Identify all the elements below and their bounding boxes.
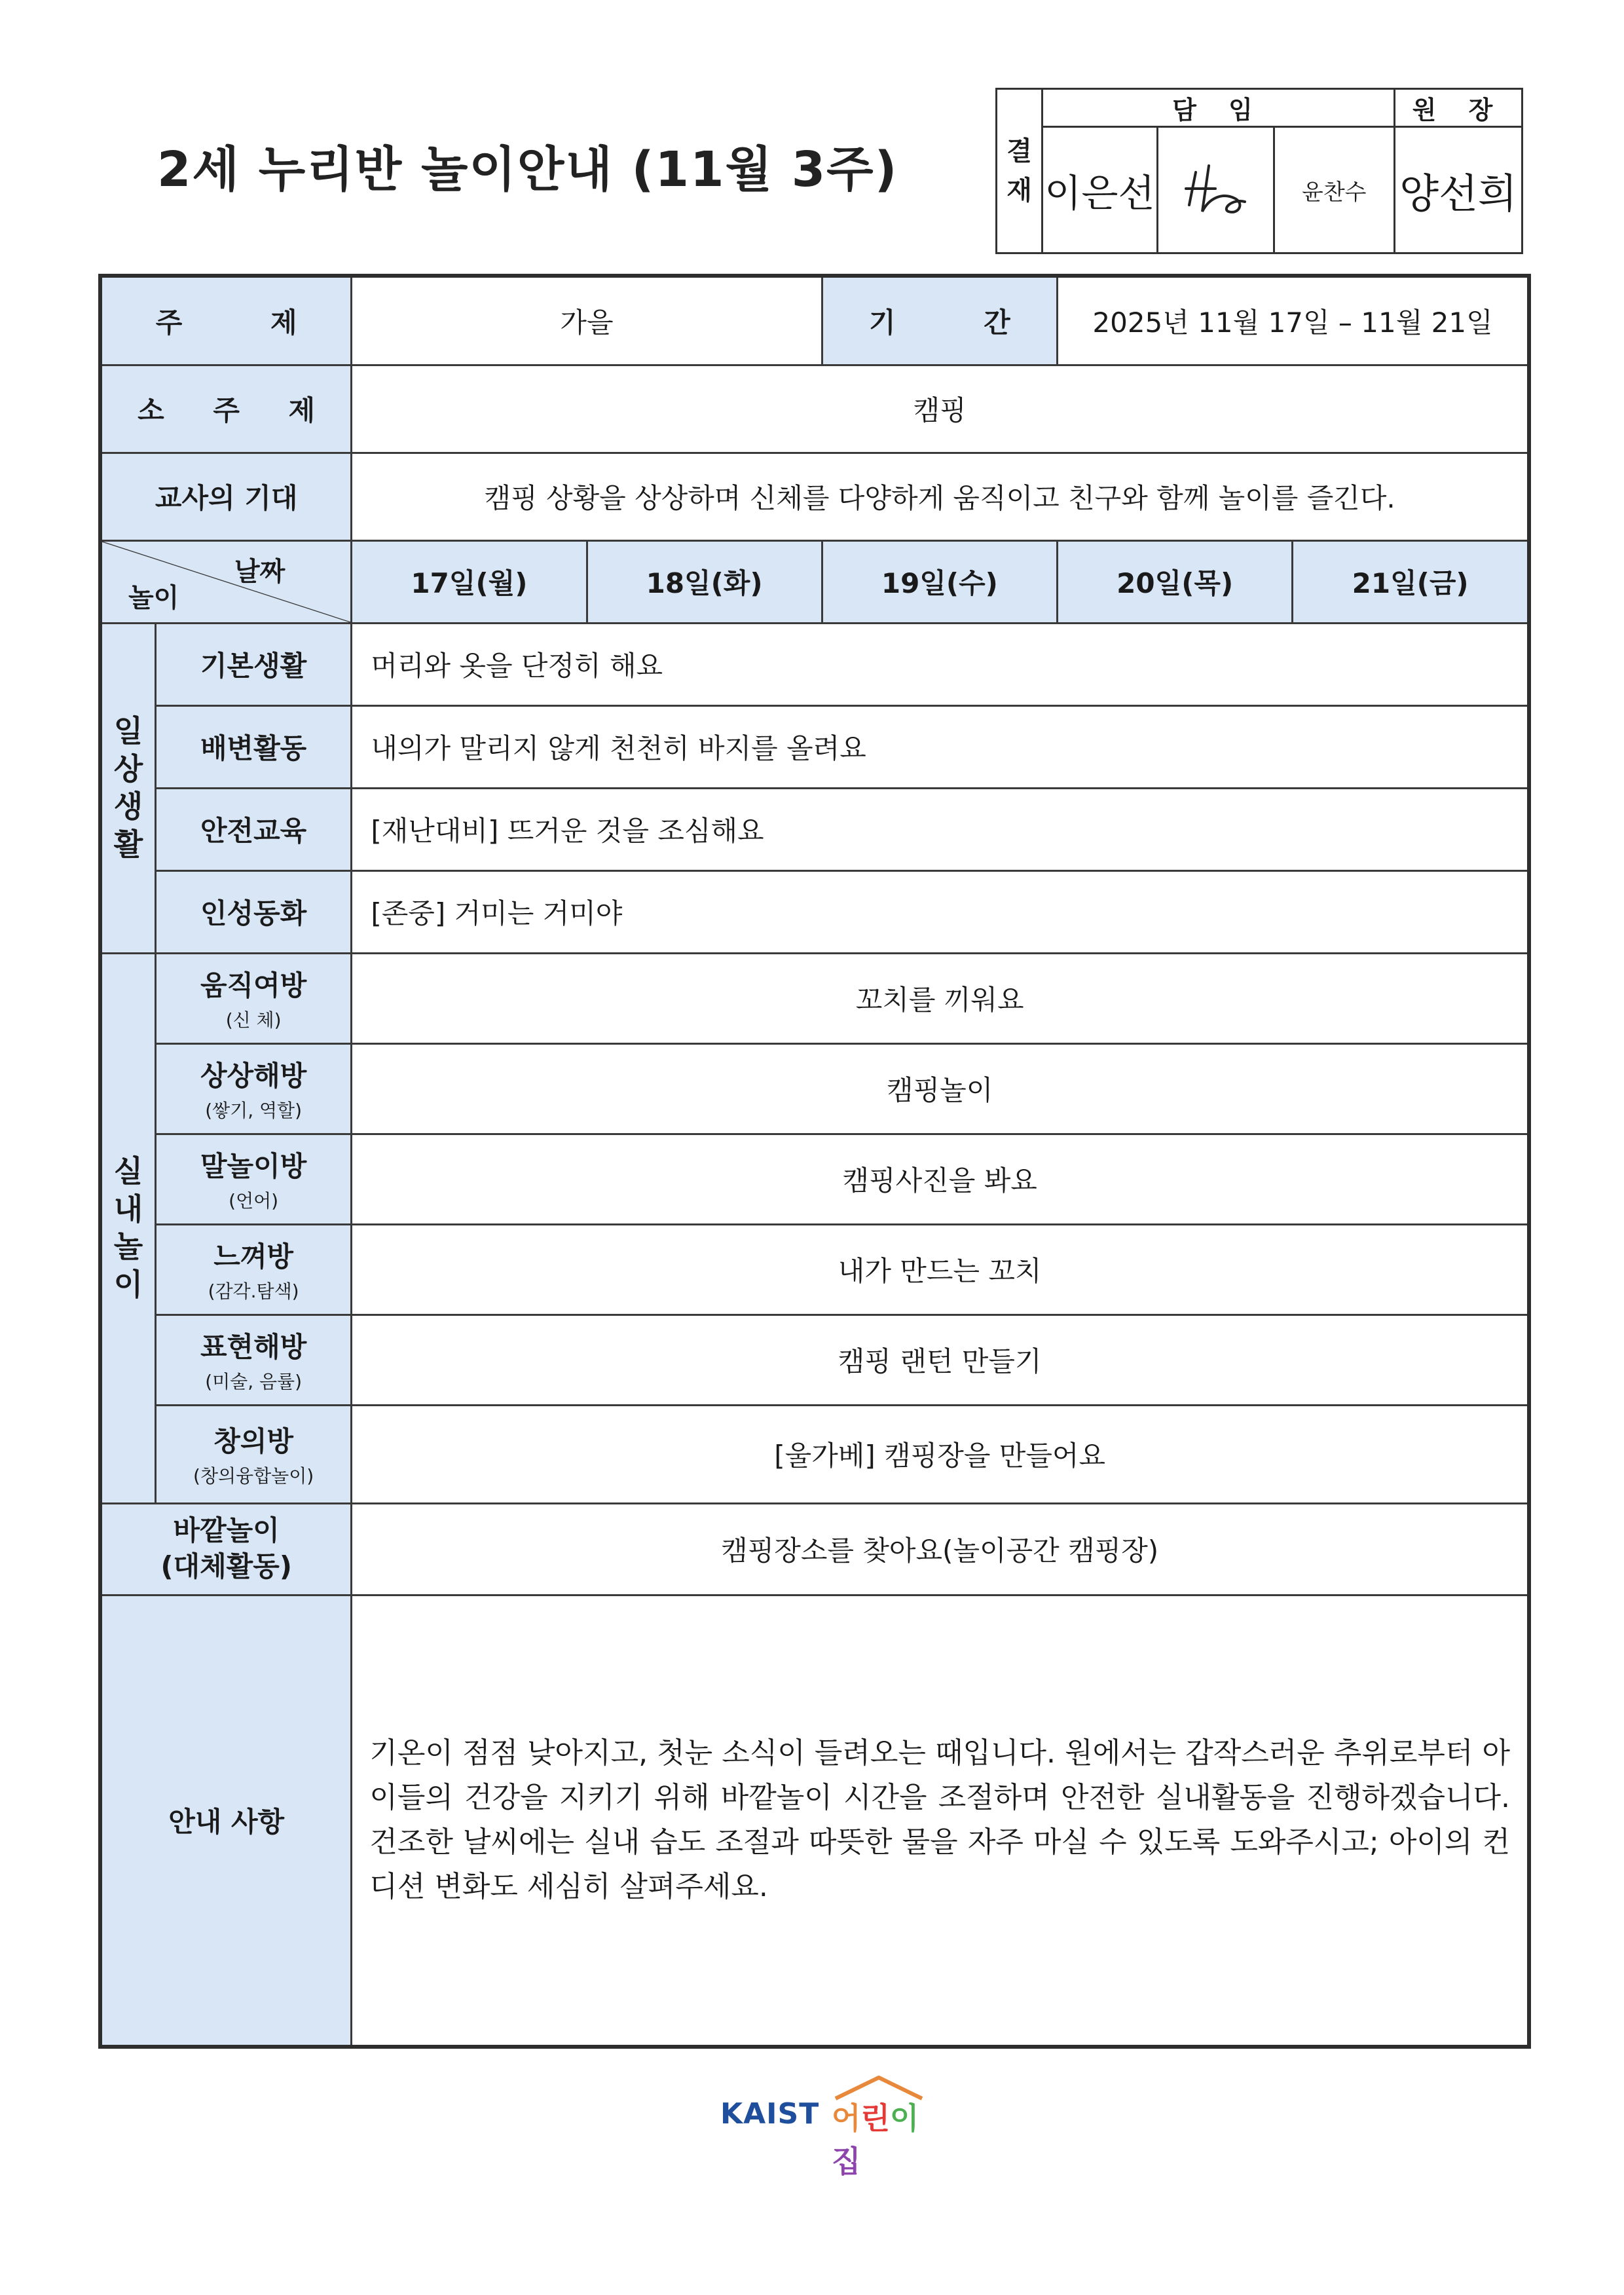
date-label: 날짜 (234, 556, 286, 587)
head-teacher-header: 담 임 (1043, 89, 1395, 127)
approval-label: 결 재 (997, 89, 1043, 253)
indoor-row-label: 창의방 (창의융합놀이) (155, 1405, 351, 1503)
page-title: 2세 누리반 놀이안내 (11월 3주) (157, 141, 898, 198)
daily-life-group-label: 일 상 생 활 (100, 623, 155, 953)
daily-life-row-content: 머리와 옷을 단정히 해요 (352, 623, 1529, 705)
daily-life-row-label: 안전교육 (155, 788, 351, 870)
indoor-row-label: 말놀이방 (언어) (155, 1134, 351, 1224)
logo-korean-text: 어린이집 (832, 2100, 919, 2179)
daily-life-row-label: 배변활동 (155, 705, 351, 788)
indoor-row-content: 내가 만드는 꼬치 (352, 1224, 1529, 1315)
theme-label: 주 제 (100, 276, 352, 365)
signature-4: 양선희 (1394, 127, 1522, 253)
daily-life-row-content: [재난대비] 뜨거운 것을 조심해요 (352, 788, 1529, 870)
notice-content: 기온이 점점 낮아지고, 첫눈 소식이 들려오는 때입니다. 원에서는 갑작스러운 추위로부터 아이들의 건강을 지키기 위해 바깥놀이 시간을 조절하며 안전한 실내활동을 진행하겠습니다. 건조한 날씨에는 실내 습도 조절과 따뜻한 물을 자주 마실 수 있도록 도와주시고; 아이의 컨디션 변화도 세심히 살펴주세요. (352, 1595, 1529, 2047)
period-value: 2025년 11월 17일 – 11월 21일 (1058, 276, 1529, 365)
approval-box (995, 88, 1523, 254)
day-header: 19일(수) (822, 540, 1057, 623)
period-label: 기 간 (822, 276, 1057, 365)
indoor-row-label: 상상해방 (쌓기, 역할) (155, 1043, 351, 1134)
daily-life-row-label: 인성동화 (155, 870, 351, 953)
play-plan-table (98, 274, 1531, 2049)
day-header: 21일(금) (1293, 540, 1529, 623)
indoor-row-label: 느껴방 (감각.탐색) (155, 1224, 351, 1315)
signature-1: 이은선 (1043, 127, 1157, 253)
indoor-row-content: 꼬치를 끼워요 (352, 953, 1529, 1043)
subtheme-value: 캠핑 (352, 365, 1529, 453)
indoor-row-content: 캠핑사진을 봐요 (352, 1134, 1529, 1224)
logo-kaist-text: KAIST (720, 2097, 820, 2131)
kaist-daycare-logo (720, 2075, 930, 2179)
date-play-header (100, 540, 352, 623)
day-header: 17일(월) (352, 540, 587, 623)
daily-life-row-content: [존중] 거미는 거미야 (352, 870, 1529, 953)
daily-life-row-label: 기본생활 (155, 623, 351, 705)
daily-life-row-content: 내의가 말리지 않게 천천히 바지를 올려요 (352, 705, 1529, 788)
indoor-row-content: [울가베] 캠핑장을 만들어요 (352, 1405, 1529, 1503)
play-label: 놀이 (128, 582, 179, 613)
director-header: 원 장 (1394, 89, 1522, 127)
signature-2 (1157, 127, 1274, 253)
indoor-row-content: 캠핑놀이 (352, 1043, 1529, 1134)
day-header: 20일(목) (1058, 540, 1293, 623)
subtheme-label: 소 주 제 (100, 365, 352, 453)
outdoor-label: 바깥놀이 (대체활동) (100, 1503, 352, 1595)
theme-value: 가을 (352, 276, 822, 365)
indoor-row-label: 움직여방 (신 체) (155, 953, 351, 1043)
indoor-row-label: 표현해방 (미술, 음률) (155, 1315, 351, 1405)
expectation-value: 캠핑 상황을 상상하며 신체를 다양하게 움직이고 친구와 함께 놀이를 즐긴다. (352, 453, 1529, 540)
handwritten-signature (1170, 153, 1261, 225)
indoor-play-group-label: 실 내 놀 이 (100, 953, 155, 1503)
outdoor-content: 캠핑장소를 찾아요(놀이공간 캠핑장) (352, 1503, 1529, 1595)
indoor-row-content: 캠핑 랜턴 만들기 (352, 1315, 1529, 1405)
notice-label: 안내 사항 (100, 1595, 352, 2047)
expectation-label: 교사의 기대 (100, 453, 352, 540)
signature-3: 윤찬수 (1274, 127, 1394, 253)
day-header: 18일(화) (587, 540, 822, 623)
